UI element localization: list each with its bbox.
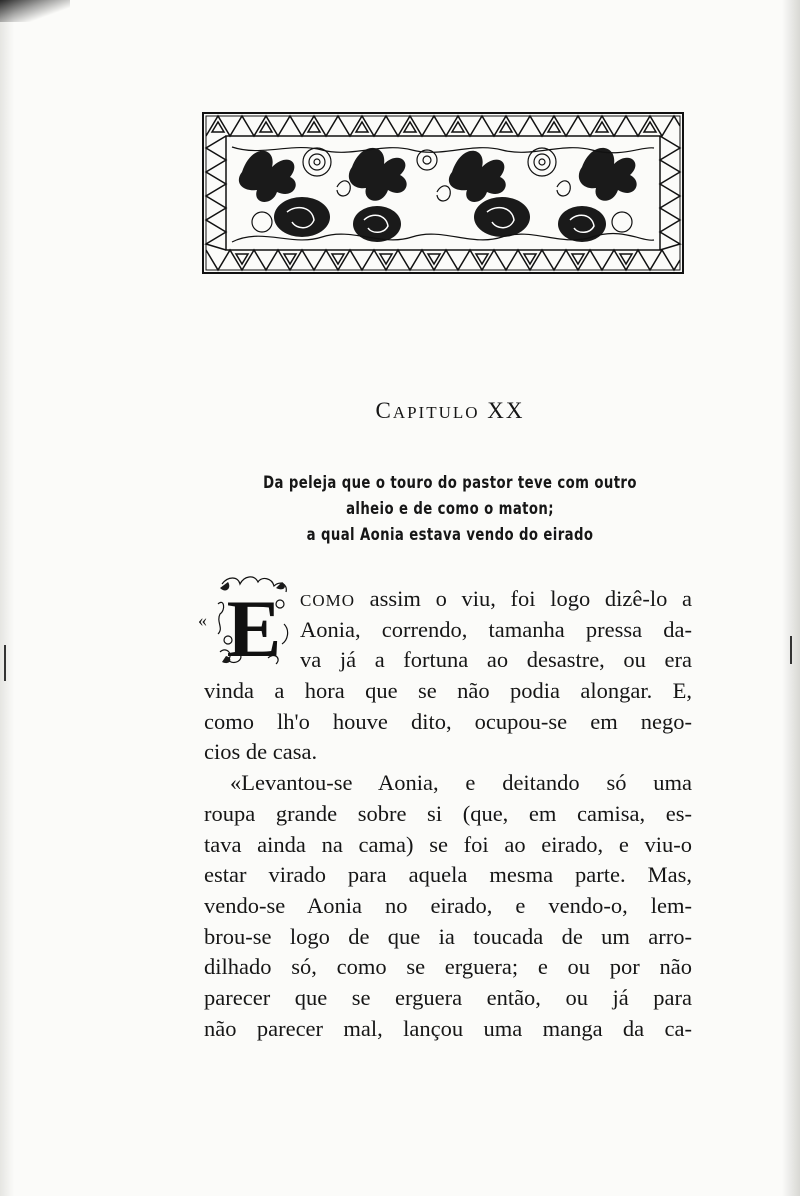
body-line: Aonia, correndo, tamanha pressa da- bbox=[300, 616, 692, 642]
first-line-rest: assim o viu, foi logo dizê-lo a bbox=[355, 586, 692, 611]
chapter-heading-numeral: XX bbox=[487, 398, 525, 423]
body-line: va já a fortuna ao desastre, ou era bbox=[300, 647, 692, 673]
opening-word-small-caps: COMO bbox=[300, 591, 356, 610]
body-line bbox=[204, 584, 692, 615]
opening-quote-mark: « bbox=[198, 610, 207, 630]
body-line: não parecer mal, lançou uma manga da ca- bbox=[204, 1015, 692, 1041]
body-text bbox=[204, 584, 692, 1044]
triangle-border-bottom bbox=[206, 250, 680, 270]
page-edge-right bbox=[782, 0, 800, 1196]
body-line: tava ainda na cama) se foi ao eirado, e viu-o bbox=[204, 831, 692, 857]
body-line: cios de casa. bbox=[204, 739, 318, 765]
drop-cap-letter: E bbox=[226, 583, 282, 670]
body-line: vendo-se Aonia no eirado, e vendo-o, lem- bbox=[204, 892, 692, 918]
body-line: estar virado para aquela mesma parte. Mas, bbox=[204, 862, 692, 888]
scan-margin-mark bbox=[4, 645, 6, 681]
subtitle-line: alheio e de como o maton; bbox=[346, 499, 554, 519]
scan-margin-mark bbox=[790, 636, 792, 664]
foliage-pattern bbox=[232, 147, 654, 242]
body-line: roupa grande sobre si (que, em camisa, es- bbox=[204, 800, 692, 826]
body-line: dilhado só, como se erguera; e ou por não bbox=[204, 954, 692, 980]
page-edge-left bbox=[0, 0, 14, 1196]
chapter-heading-initial: C bbox=[375, 398, 393, 423]
subtitle-line: Da peleja que o touro do pastor teve com outro bbox=[263, 473, 637, 493]
chapter-heading bbox=[200, 398, 700, 424]
chapter-subtitle bbox=[263, 470, 637, 548]
body-line: «Levantou-se Aonia, e deitando só uma bbox=[230, 770, 692, 796]
scan-mark bbox=[0, 0, 70, 22]
body-line: como lh'o houve dito, ocupou-se em nego- bbox=[204, 708, 692, 734]
body-line: vinda a hora que se não podia alongar. E, bbox=[204, 678, 692, 704]
subtitle-line: a qual Aonia estava vendo do eirado bbox=[306, 525, 594, 545]
body-line: brou-se logo de que ia toucada de um arro- bbox=[204, 923, 692, 949]
ornamental-header-band bbox=[202, 112, 684, 274]
triangle-border-top bbox=[206, 116, 680, 136]
chapter-heading-word: APITULO bbox=[392, 403, 480, 422]
body-line: parecer que se erguera então, ou já para bbox=[204, 984, 692, 1010]
